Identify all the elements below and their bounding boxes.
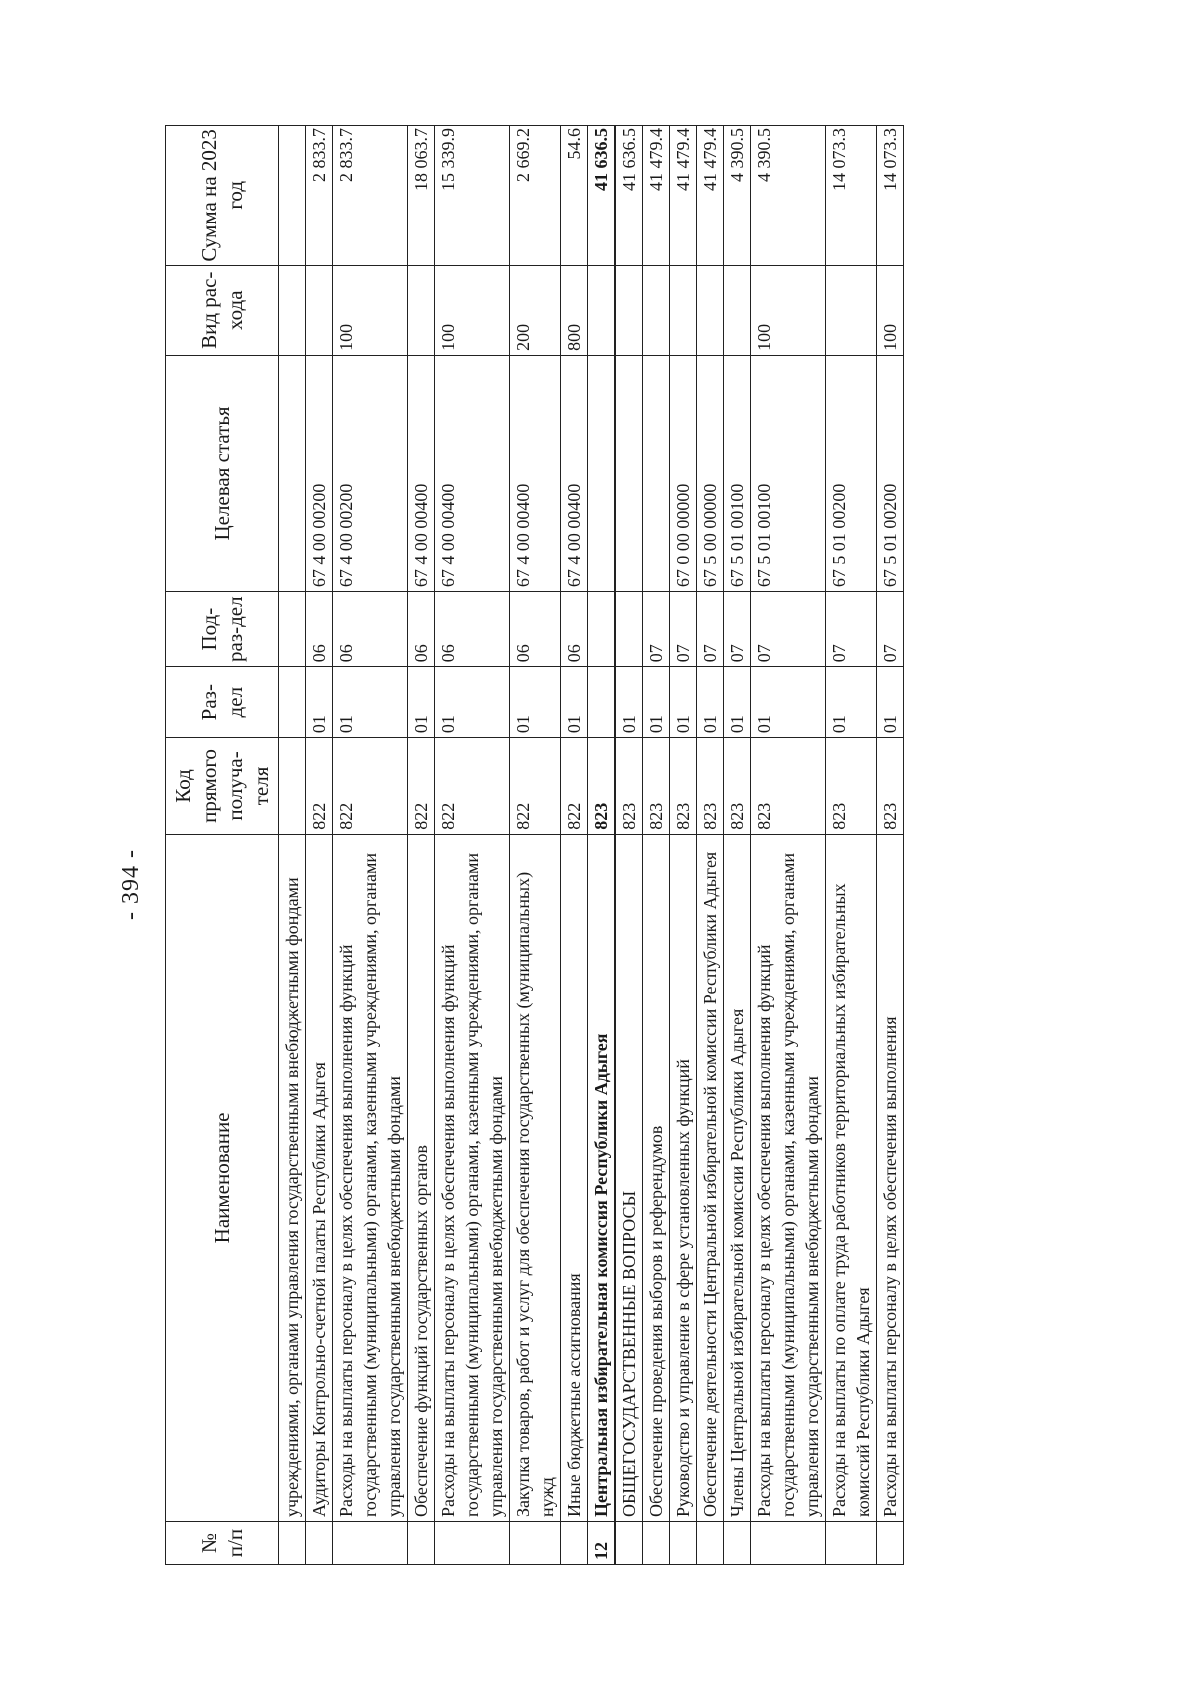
cell-sum: 2 669.2 <box>510 126 561 266</box>
cell-cst <box>643 355 670 591</box>
cell-vid: 800 <box>561 265 588 355</box>
cell-vid: 100 <box>877 265 904 355</box>
table-row <box>751 126 826 1565</box>
cell-razdel <box>279 667 306 738</box>
cell-no <box>643 1522 670 1565</box>
cell-razdel: 01 <box>306 667 333 738</box>
cell-vid <box>826 265 877 355</box>
cell-vid <box>588 265 616 355</box>
cell-code: 823 <box>670 738 697 835</box>
cell-sum: 4 390.5 <box>751 126 826 266</box>
cell-name: учреждениями, органами управления государственными внебюджетными фондами <box>279 834 306 1521</box>
cell-code: 823 <box>877 738 904 835</box>
cell-no <box>510 1522 561 1565</box>
cell-razdel: 01 <box>561 667 588 738</box>
cell-no <box>751 1522 826 1565</box>
cell-name: Аудиторы Контрольно-счетной палаты Республики Адыгея <box>306 834 333 1521</box>
table-row <box>615 126 643 1565</box>
cell-podrazdel: 07 <box>724 592 751 667</box>
cell-name: Расходы на выплаты персоналу в целях обеспечения выполнения функций государственными (муниципальными) органами, казенными учреждениями, органами управления государственными внебюджетными фондами <box>751 834 826 1521</box>
cell-podrazdel: 06 <box>510 592 561 667</box>
table-row <box>697 126 724 1565</box>
cell-sum: 41 479.4 <box>670 126 697 266</box>
cell-cst: 67 0 00 00000 <box>670 355 697 591</box>
cell-podrazdel: 07 <box>670 592 697 667</box>
cell-no <box>826 1522 877 1565</box>
cell-cst <box>615 355 643 591</box>
table-row <box>724 126 751 1565</box>
table-row <box>561 126 588 1565</box>
cell-code: 822 <box>561 738 588 835</box>
rotated-page <box>110 130 1110 1600</box>
cell-sum: 4 390.5 <box>724 126 751 266</box>
cell-razdel: 01 <box>408 667 435 738</box>
cell-podrazdel: 07 <box>877 592 904 667</box>
cell-name: Иные бюджетные ассигнования <box>561 834 588 1521</box>
cell-podrazdel <box>615 592 643 667</box>
cell-vid: 100 <box>751 265 826 355</box>
cell-vid: 200 <box>510 265 561 355</box>
cell-code: 822 <box>306 738 333 835</box>
cell-podrazdel: 07 <box>697 592 724 667</box>
cell-vid <box>279 265 306 355</box>
cell-cst: 67 5 01 00100 <box>724 355 751 591</box>
cell-no <box>877 1522 904 1565</box>
header-cst: Целевая статья <box>166 355 279 591</box>
cell-vid <box>643 265 670 355</box>
cell-podrazdel: 06 <box>306 592 333 667</box>
table-body <box>279 126 904 1565</box>
cell-podrazdel: 06 <box>333 592 408 667</box>
cell-name: Расходы на выплаты по оплате труда работников территориальных избирательных комиссий Республики Адыгея <box>826 834 877 1521</box>
cell-code <box>279 738 306 835</box>
cell-razdel: 01 <box>643 667 670 738</box>
cell-code: 822 <box>333 738 408 835</box>
cell-vid <box>306 265 333 355</box>
cell-name: Расходы на выплаты персоналу в целях обеспечения выполнения <box>877 834 904 1521</box>
cell-no <box>697 1522 724 1565</box>
cell-name: Руководство и управление в сфере установленных функций <box>670 834 697 1521</box>
budget-table <box>165 125 904 1565</box>
table-row <box>333 126 408 1565</box>
cell-sum: 54.6 <box>561 126 588 266</box>
cell-cst: 67 4 00 00400 <box>510 355 561 591</box>
cell-sum <box>279 126 306 266</box>
cell-cst: 67 4 00 00400 <box>561 355 588 591</box>
cell-razdel: 01 <box>751 667 826 738</box>
cell-podrazdel: 07 <box>826 592 877 667</box>
header-code: Код прямого получа-теля <box>166 738 279 835</box>
cell-no <box>670 1522 697 1565</box>
table-row <box>510 126 561 1565</box>
cell-sum: 41 636.5 <box>615 126 643 266</box>
cell-razdel: 01 <box>724 667 751 738</box>
cell-code: 822 <box>510 738 561 835</box>
cell-cst: 67 4 00 00200 <box>333 355 408 591</box>
cell-sum: 15 339.9 <box>435 126 510 266</box>
cell-cst: 67 4 00 00200 <box>306 355 333 591</box>
cell-vid <box>724 265 751 355</box>
cell-code: 823 <box>826 738 877 835</box>
header-name: Наименование <box>166 834 279 1521</box>
cell-cst: 67 4 00 00400 <box>435 355 510 591</box>
table-row <box>643 126 670 1565</box>
table-row <box>435 126 510 1565</box>
table-row <box>877 126 904 1565</box>
header-no: № п/п <box>166 1522 279 1565</box>
cell-cst: 67 5 01 00200 <box>826 355 877 591</box>
cell-code: 822 <box>408 738 435 835</box>
cell-no <box>408 1522 435 1565</box>
cell-no <box>306 1522 333 1565</box>
cell-name: Расходы на выплаты персоналу в целях обеспечения выполнения функций государственными (муниципальными) органами, казенными учреждениями, органами управления государственными внебюджетными фондами <box>435 834 510 1521</box>
cell-razdel: 01 <box>333 667 408 738</box>
cell-vid <box>670 265 697 355</box>
cell-cst <box>279 355 306 591</box>
cell-cst <box>588 355 616 591</box>
cell-podrazdel: 06 <box>561 592 588 667</box>
cell-code: 823 <box>697 738 724 835</box>
cell-razdel: 01 <box>615 667 643 738</box>
table-row <box>670 126 697 1565</box>
cell-cst: 67 5 00 00000 <box>697 355 724 591</box>
cell-code: 822 <box>435 738 510 835</box>
cell-razdel: 01 <box>877 667 904 738</box>
cell-podrazdel: 06 <box>435 592 510 667</box>
table-row <box>279 126 306 1565</box>
cell-cst: 67 5 01 00200 <box>877 355 904 591</box>
cell-name: Центральная избирательная комиссия Республики Адыгея <box>588 834 616 1521</box>
cell-cst: 67 5 01 00100 <box>751 355 826 591</box>
table-row <box>306 126 333 1565</box>
cell-podrazdel: 06 <box>408 592 435 667</box>
cell-vid: 100 <box>435 265 510 355</box>
cell-sum: 18 063.7 <box>408 126 435 266</box>
cell-sum: 14 073.3 <box>877 126 904 266</box>
table-row <box>408 126 435 1565</box>
cell-razdel <box>588 667 616 738</box>
cell-code: 823 <box>588 738 616 835</box>
table-row <box>588 126 616 1565</box>
cell-cst: 67 4 00 00400 <box>408 355 435 591</box>
cell-name: Обеспечение деятельности Центральной избирательной комиссии Республики Адыгея <box>697 834 724 1521</box>
header-razdel: Раз-дел <box>166 667 279 738</box>
cell-name: Обеспечение функций государственных органов <box>408 834 435 1521</box>
cell-code: 823 <box>643 738 670 835</box>
cell-podrazdel <box>588 592 616 667</box>
cell-vid <box>697 265 724 355</box>
cell-name: Члены Центральной избирательной комиссии Республики Адыгея <box>724 834 751 1521</box>
table-row <box>826 126 877 1565</box>
cell-no <box>561 1522 588 1565</box>
cell-sum: 41 479.4 <box>643 126 670 266</box>
table-header <box>166 126 279 1565</box>
cell-name: Закупка товаров, работ и услуг для обеспечения государственных (муниципальных) нужд <box>510 834 561 1521</box>
cell-no <box>615 1522 643 1565</box>
cell-sum: 2 833.7 <box>333 126 408 266</box>
cell-razdel: 01 <box>510 667 561 738</box>
cell-code: 823 <box>615 738 643 835</box>
cell-razdel: 01 <box>435 667 510 738</box>
header-sum: Сумма на 2023 год <box>166 126 279 266</box>
cell-no <box>724 1522 751 1565</box>
cell-podrazdel <box>279 592 306 667</box>
header-podrazdel: Под-раз-дел <box>166 592 279 667</box>
cell-code: 823 <box>724 738 751 835</box>
cell-razdel: 01 <box>826 667 877 738</box>
cell-no <box>435 1522 510 1565</box>
cell-no: 12 <box>588 1522 616 1565</box>
cell-podrazdel: 07 <box>643 592 670 667</box>
cell-razdel: 01 <box>670 667 697 738</box>
cell-vid <box>408 265 435 355</box>
cell-name: Расходы на выплаты персоналу в целях обеспечения выполнения функций государственными (муниципальными) органами, казенными учреждениями, органами управления государственными внебюджетными фондами <box>333 834 408 1521</box>
header-vid: Вид рас-хода <box>166 265 279 355</box>
cell-no <box>279 1522 306 1565</box>
cell-vid: 100 <box>333 265 408 355</box>
cell-podrazdel: 07 <box>751 592 826 667</box>
cell-sum: 2 833.7 <box>306 126 333 266</box>
page-number: - 394 - <box>118 849 144 920</box>
cell-vid <box>615 265 643 355</box>
cell-name: ОБЩЕГОСУДАРСТВЕННЫЕ ВОПРОСЫ <box>615 834 643 1521</box>
cell-sum: 14 073.3 <box>826 126 877 266</box>
cell-sum: 41 636.5 <box>588 126 616 266</box>
cell-no <box>333 1522 408 1565</box>
cell-razdel: 01 <box>697 667 724 738</box>
cell-code: 823 <box>751 738 826 835</box>
cell-name: Обеспечение проведения выборов и референдумов <box>643 834 670 1521</box>
cell-sum: 41 479.4 <box>697 126 724 266</box>
